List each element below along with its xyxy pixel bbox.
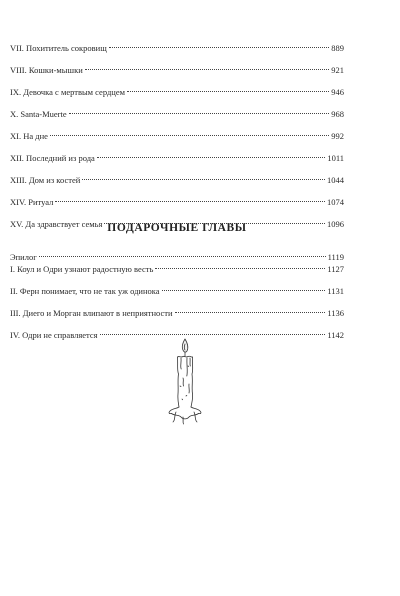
melting-candle-icon <box>165 336 205 426</box>
toc-entry-page: 1142 <box>327 330 344 340</box>
toc-leader-dots <box>162 290 326 291</box>
toc-entry-title: IX. Девочка с мертвым сердцем <box>10 87 125 97</box>
toc-entry-title: Эпилог <box>10 252 37 262</box>
toc-entry-page: 1131 <box>327 286 344 296</box>
toc-leader-dots <box>155 268 325 269</box>
toc-leader-dots <box>39 256 326 257</box>
toc-entry-page: 1127 <box>327 264 344 274</box>
toc-leader-dots <box>127 91 329 92</box>
toc-entry <box>10 169 344 191</box>
toc-entry-title: I. Коул и Одри узнают радостную весть <box>10 264 154 274</box>
toc-leader-dots <box>50 135 329 136</box>
toc-entry <box>10 125 344 147</box>
toc-entry <box>10 37 344 59</box>
toc-entry-page: 968 <box>331 109 344 119</box>
toc-entry-page: 1136 <box>327 308 344 318</box>
toc-entry-title: XI. На дне <box>10 131 48 141</box>
toc-entry-page: 1096 <box>327 219 344 229</box>
toc-entry <box>10 81 344 103</box>
toc-entry-title: X. Santa-Muerte <box>10 109 67 119</box>
section-heading: ПОДАРОЧНЫЕ ГЛАВЫ <box>107 222 247 234</box>
toc-entry-page: 1011 <box>327 153 344 163</box>
toc-entry-title: XIV. Ритуал <box>10 197 54 207</box>
toc-entry-title: II. Ферн понимает, что не так уж одинока <box>10 286 160 296</box>
toc-entry-title: III. Диего и Морган влипают в неприятности <box>10 308 173 318</box>
toc-entry-title: XV. Да здравствует семья <box>10 219 103 229</box>
toc-entry-page: 921 <box>331 65 344 75</box>
toc-entry <box>10 191 344 213</box>
toc-leader-dots <box>69 113 330 114</box>
toc-entry-title: XII. Последний из рода <box>10 153 95 163</box>
toc-entry-page: 889 <box>331 43 344 53</box>
toc-leader-dots <box>100 334 326 335</box>
toc-entry-title: IV. Одри не справляется <box>10 330 98 340</box>
toc-leader-dots <box>82 179 325 180</box>
toc-entry <box>10 302 344 324</box>
toc-entry <box>10 280 344 302</box>
table-of-contents-gift-chapters <box>10 258 344 346</box>
toc-entry-page: 1044 <box>327 175 344 185</box>
toc-entry <box>10 147 344 169</box>
toc-entry-title: VII. Похититель сокровищ <box>10 43 107 53</box>
toc-entry-title: XIII. Дом из костей <box>10 175 81 185</box>
toc-entry-page: 1074 <box>327 197 344 207</box>
toc-leader-dots <box>85 69 330 70</box>
toc-entry <box>10 59 344 81</box>
toc-entry-page: 992 <box>331 131 344 141</box>
toc-entry <box>10 103 344 125</box>
toc-leader-dots <box>109 47 329 48</box>
toc-entry-title: VIII. Кошки-мышки <box>10 65 83 75</box>
toc-leader-dots <box>175 312 326 313</box>
toc-entry <box>10 258 344 280</box>
toc-leader-dots <box>97 157 326 158</box>
toc-leader-dots <box>55 201 325 202</box>
toc-entry-page: 1119 <box>327 252 344 262</box>
toc-entry-page: 946 <box>331 87 344 97</box>
